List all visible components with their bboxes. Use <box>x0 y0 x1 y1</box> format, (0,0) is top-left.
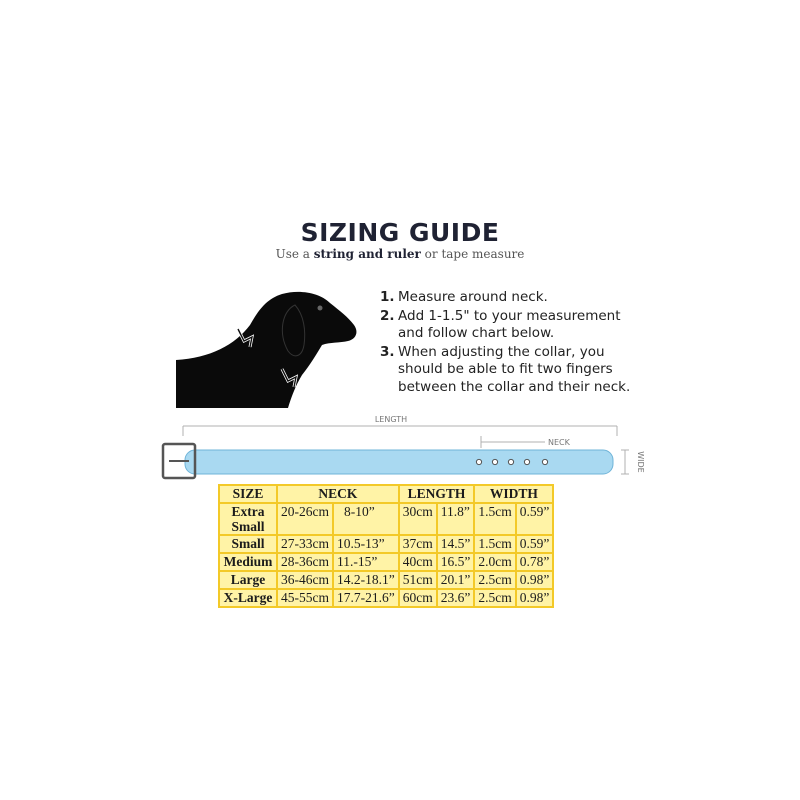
step-2: 2. Add 1-1.5" to your measurement and follow chart below. <box>380 307 621 341</box>
header-length: LENGTH <box>399 485 475 503</box>
length-label: LENGTH <box>374 415 408 424</box>
table-row: Extra Small 20-26cm 8-10” 30cm 11.8” 1.5cm 0.59” <box>219 503 553 535</box>
header-neck: NECK <box>277 485 399 503</box>
table-row: Medium 28-36cm 11.-15” 40cm 16.5” 2.0cm 0.78” <box>219 553 553 571</box>
table-header-row <box>219 485 553 503</box>
collar-diagram <box>155 408 645 484</box>
header-width: WIDTH <box>474 485 553 503</box>
guide-title: SIZING GUIDE <box>300 218 500 247</box>
table-row: X-Large 45-55cm 17.7-21.6” 60cm 23.6” 2.5cm 0.98” <box>219 589 553 607</box>
guide-subtitle <box>0 247 800 261</box>
dog-silhouette <box>170 285 360 410</box>
subtitle-pre: Use a <box>275 247 314 261</box>
wide-label: WIDE <box>636 451 645 473</box>
table-row: Small 27-33cm 10.5-13” 37cm 14.5” 1.5cm 0.59” <box>219 535 553 553</box>
step-1: 1. Measure around neck. <box>380 289 548 305</box>
size-chart <box>218 484 554 608</box>
step-3: 3. When adjusting the collar, you should be able to fit two fingers between the collar and their neck. <box>380 343 631 395</box>
header-size: SIZE <box>219 485 277 503</box>
collar-strap <box>185 450 613 474</box>
subtitle-bold: string and ruler <box>313 247 421 261</box>
subtitle-post: or tape measure <box>420 247 525 261</box>
neck-label: NECK <box>548 438 570 447</box>
instruction-list <box>380 289 650 397</box>
table-row: Large 36-46cm 14.2-18.1” 51cm 20.1” 2.5cm 0.98” <box>219 571 553 589</box>
